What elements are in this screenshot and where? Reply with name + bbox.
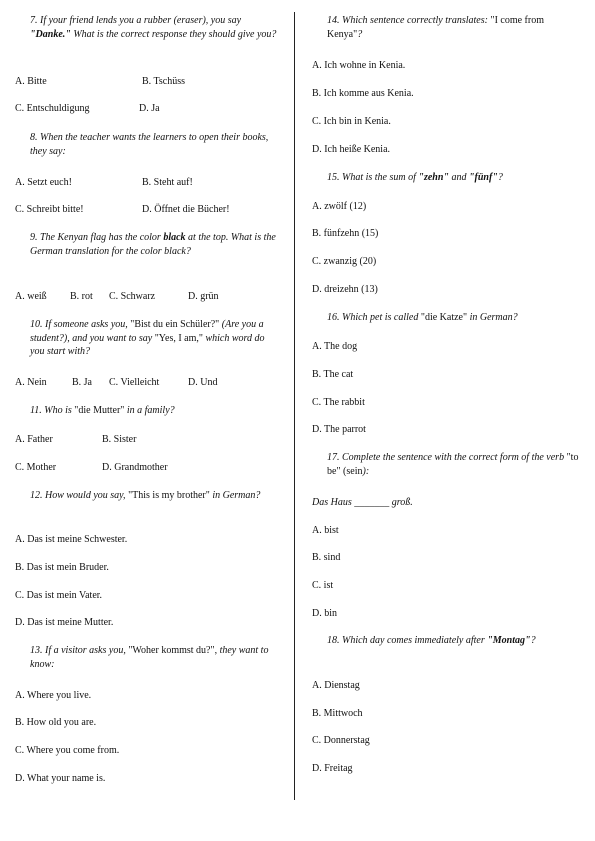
- question-9-option-b[interactable]: B. rot: [70, 291, 93, 302]
- question-14-quote: "I come from Kenya": [327, 15, 544, 40]
- question-13: [30, 644, 280, 671]
- question-11-quote: "die Mutter": [74, 405, 125, 416]
- question-11: [30, 404, 278, 418]
- question-12-text: 12. How would you say,: [30, 490, 129, 501]
- question-17-quote: "to be": [327, 452, 579, 477]
- question-10: [30, 318, 280, 359]
- question-16: [327, 311, 577, 325]
- question-15-text-end: ?: [497, 172, 503, 183]
- question-13-option-b[interactable]: B. How old you are.: [15, 717, 97, 728]
- question-7-text-end: What is the correct response they should give you?: [70, 28, 277, 40]
- question-18-text-end: ?: [530, 635, 536, 646]
- question-15-option-b[interactable]: B. fünfzehn (15): [312, 228, 379, 239]
- question-12-option-b[interactable]: B. Das ist mein Bruder.: [15, 562, 109, 573]
- question-8: [30, 131, 278, 158]
- question-9: [30, 231, 278, 258]
- question-11-option-a[interactable]: A. Father: [15, 434, 53, 445]
- question-7-option-b[interactable]: B. Tschüss: [142, 76, 186, 87]
- question-18-option-a[interactable]: A. Dienstag: [312, 680, 360, 691]
- question-18: [327, 634, 547, 648]
- question-13-text-end: they want to know:: [30, 645, 269, 670]
- question-7-option-c[interactable]: C. Entschuldigung: [15, 103, 90, 114]
- question-14-text-end: ?: [357, 28, 363, 40]
- question-16-option-d[interactable]: D. The parrot: [312, 424, 366, 435]
- question-9-text-end: at the top. What is the German translation for the color black?: [30, 232, 276, 257]
- question-10-text-mid: (Are you a student?), and you want to say: [30, 319, 264, 344]
- question-14-option-d[interactable]: D. Ich heiße Kenia.: [312, 144, 391, 155]
- question-16-option-b[interactable]: B. The cat: [312, 369, 354, 380]
- question-7-text: 7. If your friend lends you a rubber (eraser), you say: [30, 15, 242, 26]
- question-15-option-d[interactable]: D. dreizehn (13): [312, 284, 378, 295]
- question-13-option-d[interactable]: D. What your name is.: [15, 773, 106, 784]
- question-12-quote: "This is my brother": [128, 490, 210, 501]
- question-14: [327, 14, 577, 41]
- question-14-option-b[interactable]: B. Ich komme aus Kenia.: [312, 88, 414, 99]
- question-18-emphasis: "Montag": [487, 635, 531, 646]
- question-17-option-b[interactable]: B. sind: [312, 552, 341, 563]
- question-12-option-a[interactable]: A. Das ist meine Schwester.: [15, 534, 128, 545]
- question-17-text-end: ):: [362, 465, 370, 477]
- question-18-option-d[interactable]: D. Freitag: [312, 763, 353, 774]
- question-14-option-a[interactable]: A. Ich wohne in Kenia.: [312, 60, 406, 71]
- question-10-option-b[interactable]: B. Ja: [72, 377, 92, 388]
- question-8-option-c[interactable]: C. Schreibt bitte!: [15, 204, 84, 215]
- question-9-option-d[interactable]: D. grün: [188, 291, 219, 302]
- question-8-option-b[interactable]: B. Steht auf!: [142, 177, 193, 188]
- question-7-option-d[interactable]: D. Ja: [139, 103, 160, 114]
- question-16-option-a[interactable]: A. The dog: [312, 341, 358, 352]
- question-17-option-d[interactable]: D. bin: [312, 608, 337, 619]
- question-8-text: 8. When the teacher wants the learners to open their books, they say:: [30, 132, 269, 157]
- question-12-option-d[interactable]: D. Das ist meine Mutter.: [15, 617, 114, 628]
- question-11-option-b[interactable]: B. Sister: [102, 434, 137, 445]
- question-10-option-a[interactable]: A. Nein: [15, 377, 47, 388]
- question-17-text-mid: (sein: [340, 465, 363, 477]
- question-18-option-b[interactable]: B. Mittwoch: [312, 708, 363, 719]
- question-15-emphasis-2: "fünf": [468, 172, 498, 183]
- question-9-text: 9. The Kenyan flag has the color: [30, 232, 164, 243]
- question-18-text: 18. Which day comes immediately after: [327, 635, 488, 646]
- question-13-option-c[interactable]: C. Where you come from.: [15, 745, 120, 756]
- question-13-option-a[interactable]: A. Where you live.: [15, 690, 92, 701]
- question-15: [327, 171, 577, 185]
- question-10-option-c[interactable]: C. Vielleicht: [109, 377, 160, 388]
- question-10-text: 10. If someone asks you,: [30, 319, 131, 330]
- question-7-option-a[interactable]: A. Bitte: [15, 76, 47, 87]
- question-18-option-c[interactable]: C. Donnerstag: [312, 735, 370, 746]
- question-16-option-c[interactable]: C. The rabbit: [312, 397, 365, 408]
- question-7-emphasis: "Danke.": [30, 28, 71, 40]
- question-15-text-mid: and: [448, 172, 469, 183]
- question-11-option-c[interactable]: C. Mother: [15, 462, 57, 473]
- question-10-text-end: which word do you start with?: [30, 332, 265, 357]
- question-13-text: 13. If a visitor asks you,: [30, 645, 129, 656]
- question-15-text: 15. What is the sum of: [327, 172, 419, 183]
- question-15-option-c[interactable]: C. zwanzig (20): [312, 256, 377, 267]
- question-16-quote: "die Katze": [420, 312, 468, 323]
- question-11-option-d[interactable]: D. Grandmother: [102, 462, 168, 473]
- question-16-text-end: in German?: [467, 312, 518, 323]
- question-7: [30, 14, 278, 41]
- question-11-text: 11. Who is: [30, 405, 75, 416]
- question-8-option-d[interactable]: D. Öffnet die Bücher!: [142, 204, 230, 215]
- column-divider: [294, 12, 295, 800]
- question-12-option-c[interactable]: C. Das ist mein Vater.: [15, 590, 103, 601]
- question-10-quote-2: "Yes, I am,": [154, 332, 203, 344]
- question-12: [30, 489, 278, 503]
- question-8-option-a[interactable]: A. Setzt euch!: [15, 177, 72, 188]
- question-12-text-end: in German?: [209, 490, 261, 501]
- question-17-sentence: Das Haus _______ groß.: [312, 497, 413, 508]
- question-13-quote: "Woher kommst du?",: [128, 645, 218, 656]
- question-9-option-a[interactable]: A. weiß: [15, 291, 47, 302]
- question-11-text-end: in a family?: [124, 405, 175, 416]
- question-10-option-d[interactable]: D. Und: [188, 377, 218, 388]
- question-17-option-a[interactable]: A. bist: [312, 525, 339, 536]
- question-14-text: 14. Which sentence correctly translates:: [327, 15, 491, 26]
- question-16-text: 16. Which pet is called: [327, 312, 421, 323]
- question-14-option-c[interactable]: C. Ich bin in Kenia.: [312, 116, 391, 127]
- question-15-option-a[interactable]: A. zwölf (12): [312, 201, 367, 212]
- question-17-option-c[interactable]: C. ist: [312, 580, 334, 591]
- question-15-emphasis: "zehn": [418, 172, 449, 183]
- question-9-emphasis: black: [163, 232, 186, 243]
- question-17-text: 17. Complete the sentence with the correct form of the verb: [327, 452, 567, 463]
- question-17: [327, 451, 579, 478]
- question-10-quote: "Bist du ein Schüler?": [130, 319, 220, 330]
- question-9-option-c[interactable]: C. Schwarz: [109, 291, 156, 302]
